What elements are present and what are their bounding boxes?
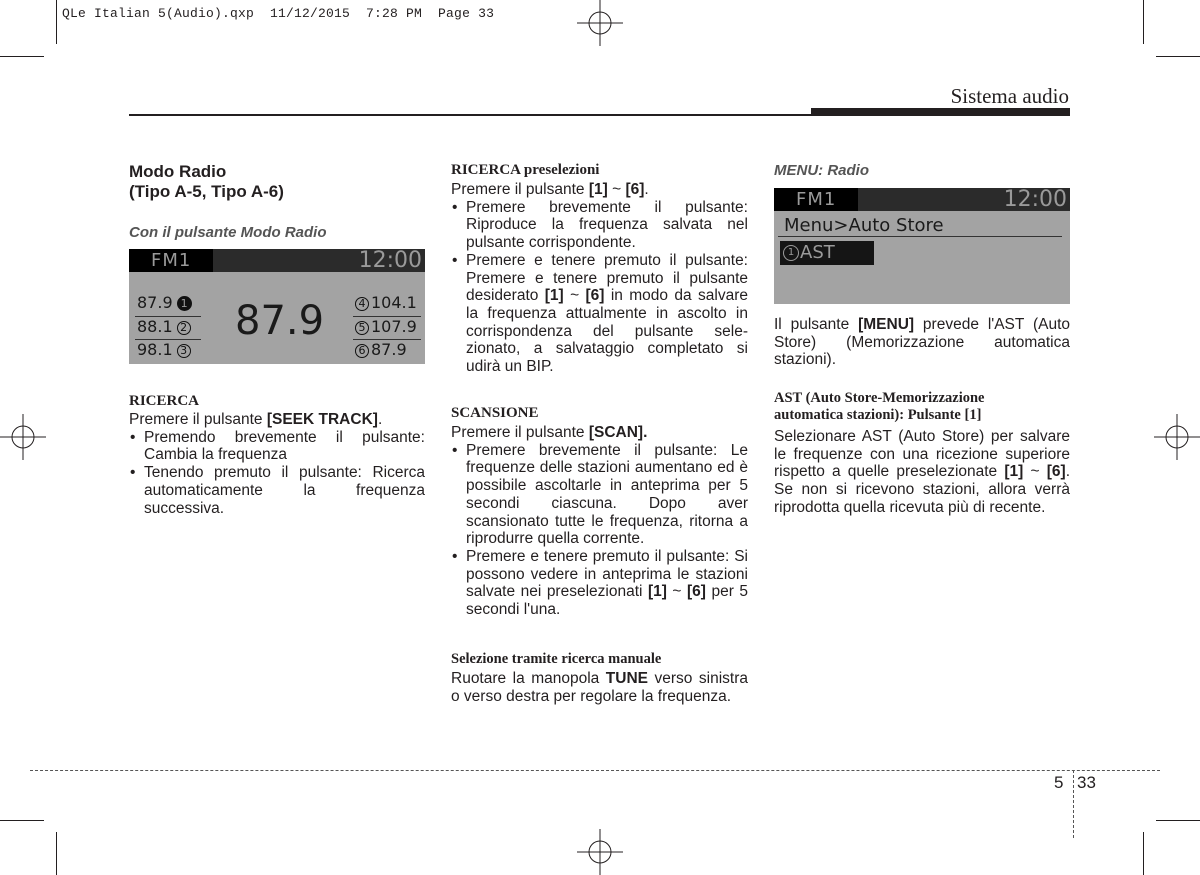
lcd-main-frequency: 87.9 — [235, 298, 325, 344]
footer-page-number: 33 — [1077, 773, 1096, 792]
preset-search-section — [451, 181, 748, 376]
registration-mark-left — [0, 414, 46, 460]
ast-description: Selezionare AST (Auto Store) per salvare le frequenze con una ricezione superiore rispetto a quelle preselezionate [1] ~ [6]. Se non si ricevono stazioni, allora verrà riprodotta quella ricevuta più di recente. — [774, 428, 1070, 516]
scan-title: SCANSIONE — [451, 405, 539, 421]
caption-modo-radio: Con il pulsante Modo Radio — [129, 224, 327, 241]
lcd-menu-divider — [778, 236, 1062, 237]
registration-mark-bottom — [577, 829, 623, 875]
ast-title: AST (Auto Store-Memorizzazione automatica stazioni): Pulsante [1] — [774, 390, 985, 423]
lcd-preset-right-5: 5 107.9 — [355, 317, 417, 336]
lcd-clock: 12:00 — [1003, 187, 1067, 212]
lcd-band-label: FM1 — [151, 250, 192, 271]
radio-lcd-display — [129, 249, 425, 364]
lcd-preset-right-4: 4 104.1 — [355, 293, 417, 312]
crop-mark-top-right-horizontal — [1156, 56, 1200, 57]
registration-mark-right — [1154, 414, 1200, 460]
manual-search-title: Selezione tramite ricerca manuale — [451, 651, 662, 667]
lcd-band-label: FM1 — [796, 189, 837, 210]
section-title: Sistema audio — [950, 84, 1069, 108]
menu-lcd-display — [774, 188, 1070, 304]
crop-mark-top-right-vertical — [1143, 0, 1144, 44]
footer-page-divider — [1073, 770, 1074, 838]
caption-menu-radio: MENU: Radio — [774, 162, 869, 179]
footer-dashed-rule — [30, 770, 1160, 771]
preset-search-title: RICERCA preselezioni — [451, 162, 600, 178]
lcd-preset-left-1: 87.9 1 — [137, 293, 194, 312]
header-rule-thick — [811, 108, 1070, 116]
footer-chapter-number: 5 — [1054, 773, 1064, 792]
crop-mark-bottom-left-horizontal — [0, 820, 44, 821]
crop-mark-top-left-horizontal — [0, 56, 44, 57]
lcd-ast-item-number: 1 — [783, 245, 799, 261]
ricerca-intro: Premere il pulsante [SEEK TRACK]. — [129, 411, 383, 428]
lcd-preset-left-3: 98.1 3 — [137, 340, 193, 359]
scan-intro: Premere il pulsante [SCAN]. — [451, 424, 648, 441]
lcd-clock: 12:00 — [358, 248, 422, 273]
scan-bullet: • Premere e tenere premuto il pulsante: Si possono vedere in anteprima le stazioni salvate nei preselezionati [1] ~ [6] per 5 secondi l'una. — [451, 548, 748, 619]
lcd-preset-left-2: 88.1 2 — [137, 317, 193, 336]
lcd-ast-item-label: AST — [800, 242, 835, 263]
crop-mark-bottom-left-vertical — [56, 832, 57, 875]
lcd-status-bar — [129, 249, 425, 272]
lcd-status-bar — [774, 188, 1070, 211]
crop-mark-bottom-right-horizontal — [1156, 820, 1200, 821]
ricerca-bullet: • Premendo brevemente il pulsante: Cambia la frequenza — [129, 429, 425, 464]
menu-description: Il pulsante [MENU] prevede l'AST (Auto Store) (Memorizzazione automatica stazioni). — [774, 316, 1070, 369]
ricerca-title: RICERCA — [129, 393, 200, 409]
crop-mark-top-left-vertical — [56, 0, 57, 44]
preset-intro: Premere il pulsante [1] ~ [6]. — [451, 181, 649, 198]
lcd-menu-path: Menu>Auto Store — [784, 215, 944, 236]
scan-section — [451, 424, 748, 619]
manual-search-text: Ruotare la manopola TUNE verso sinistra o verso destra per regolare la frequenza. — [451, 670, 748, 705]
registration-mark-top — [577, 0, 623, 46]
ricerca-section — [129, 411, 425, 517]
heading-modo-radio: Modo Radio (Tipo A-5, Tipo A-6) — [129, 162, 284, 201]
lcd-preset-right-6: 6 87.9 — [355, 340, 407, 359]
lcd-ast-item — [780, 241, 874, 265]
preset-bullet: • Premere e tenere premuto il pulsante: Premere e tenere premuto il pulsante desiderato [1] ~ [6] in modo da salvare la frequenza attualmente in ascolto in corrispondenza del pulsante sele- zionato, a salvataggio completato si udirà un BIP. — [451, 252, 748, 376]
scan-bullet: • Premere brevemente il pulsante: Le frequenze delle stazioni aumentano ed è possibile ascoltarle in anteprima per 5 secondi ciascuna. Dopo aver scansionato tutte le frequenza, ritorna a riprodurre quella corrente. — [451, 442, 748, 548]
crop-mark-bottom-right-vertical — [1143, 832, 1144, 875]
print-slug: QLe Italian 5(Audio).qxp 11/12/2015 7:28 PM Page 33 — [62, 6, 495, 21]
preset-bullet: • Premere brevemente il pulsante: Riproduce la frequenza salvata nel pulsante corrispondente. — [451, 199, 748, 252]
ricerca-bullet: • Tenendo premuto il pulsante: Ricerca automaticamente la frequenza successiva. — [129, 464, 425, 517]
